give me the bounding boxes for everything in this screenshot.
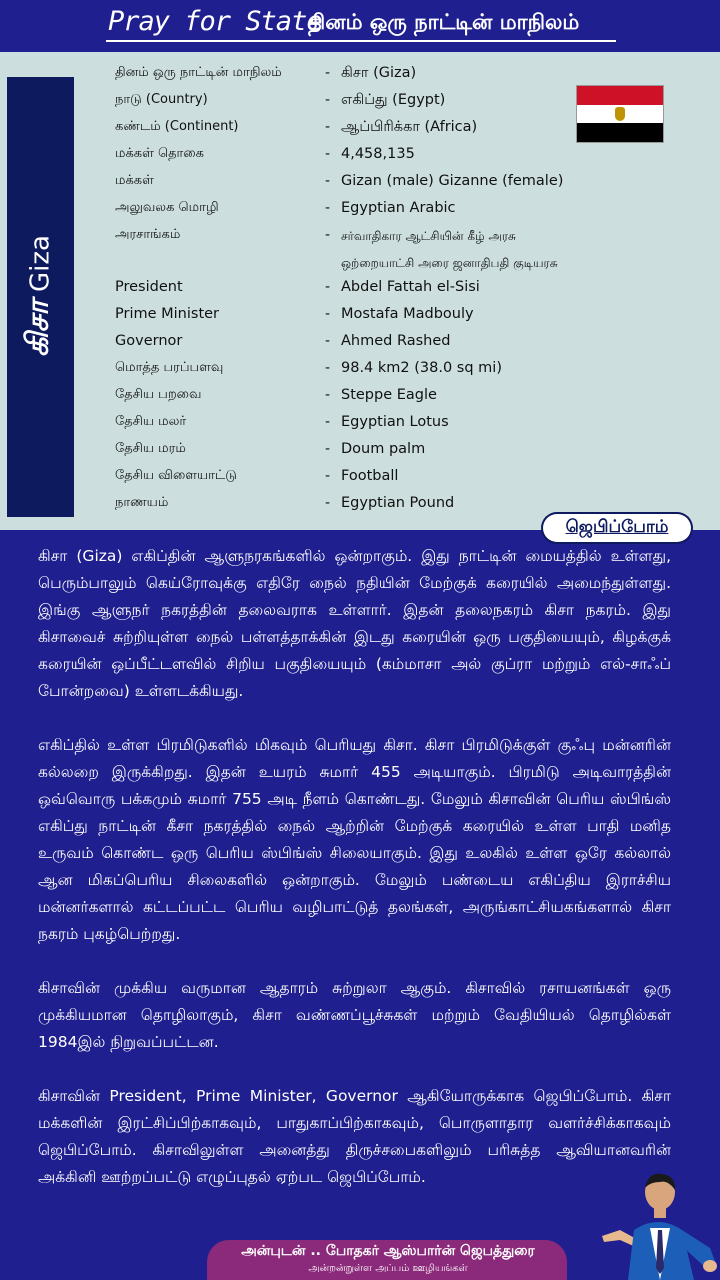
title-underline (106, 40, 616, 42)
info-key: தேசிய மரம் (115, 441, 186, 456)
info-key: தேசிய விளையாட்டு (115, 468, 237, 483)
info-row-population (115, 146, 585, 172)
info-row-prime-minister (115, 306, 585, 332)
info-row-government (115, 227, 585, 253)
info-value: கிசா (Giza) (341, 65, 417, 81)
article-body (38, 543, 671, 1218)
paragraph-pyramid: எகிப்தில் உள்ள பிரமிடுகளில் மிகவும் பெரியது கிசா. கிசா பிரமிடுக்குள் குஃபு மன்னரின் கல்லறை இருக்கிறது. இதன் உயரம் சுமார் 455 அடியாகும். பிரமிடு அடிவாரத்தின் ஒவ்வொரு பக்கமும் சுமார் 755 அடி நீளம் கொண்டது. மேலும் கிசாவின் பெரிய ஸ்பிங்ஸ் எகிப்து நாட்டின் கீசா நகரத்தில் நைல் ஆற்றின் மேற்குக் கரையில் உள்ள பாதி மனித உருவம் கொண்ட ஒரு பெரிய ஸ்பிங்ஸ் சிலையாகும். இது உலகில் உள்ள ஒரே கல்லால் ஆன மிகப்பெரிய சிலைகளில் ஒன்றாகும். மேலும் பண்டைய எகிப்திய இராச்சிய மன்னர்களால் கட்டப்பட்ட பெரிய வழிபாட்டுத் தலங்கள், அருங்காட்சியகங்களால் கிசா நகரம் புகழ்பெற்றது. (38, 736, 671, 943)
info-value: Mostafa Madbouly (341, 306, 474, 322)
footer-ministry: அன்றன்றுள்ள அப்பம் ஊழியங்கள் (308, 1263, 468, 1274)
info-row-governor (115, 333, 585, 359)
eagle-emblem-icon (615, 107, 625, 121)
info-value: Doum palm (341, 441, 426, 457)
info-dash: - (325, 173, 331, 189)
side-label-english: Giza (25, 235, 55, 293)
side-label (21, 235, 60, 357)
info-row-national-sport (115, 468, 585, 494)
info-value: Steppe Eagle (341, 387, 437, 403)
info-row-continent (115, 119, 585, 145)
header (0, 0, 720, 52)
info-dash: - (325, 146, 331, 162)
paragraph-prayer: கிசாவின் President, Prime Minister, Governor ஆகியோருக்காக ஜெபிப்போம். கிசா மக்களின் இரட்சிப்பிற்காகவும், பாதுகாப்பிற்காகவும், பொருளாதார வளர்ச்சிக்காகவும் ஜெபிப்போம். கிசாவிலுள்ள அனைத்து திருச்சபைகளிலும் பரிசுத்த ஆவியானவரின் அக்கினி ஊற்றப்பட்டு எழுப்புதல் ஏற்பட ஜெபிப்போம். (38, 1087, 671, 1186)
info-row-president (115, 279, 585, 305)
egypt-flag (576, 85, 664, 143)
info-key: மக்கள் தொகை (115, 146, 204, 161)
info-value: Gizan (male) Gizanne (female) (341, 173, 564, 189)
info-dash: - (325, 65, 331, 81)
flag-white-stripe (577, 105, 663, 124)
info-key: தேசிய பறவை (115, 387, 202, 402)
info-dash: - (325, 468, 331, 484)
info-dash: - (325, 92, 331, 108)
pray-badge (543, 514, 691, 542)
info-row-language (115, 200, 585, 226)
info-key: நாடு (Country) (115, 92, 208, 107)
info-dash: - (325, 414, 331, 430)
info-row-people (115, 173, 585, 199)
info-dash: - (325, 333, 331, 349)
info-row-country (115, 92, 585, 118)
info-value: 4,458,135 (341, 146, 415, 162)
info-key: மக்கள் (115, 173, 154, 188)
info-value: Football (341, 468, 399, 484)
info-key: தேசிய மலர் (115, 414, 187, 429)
info-row-currency (115, 495, 585, 521)
info-dash: - (325, 200, 331, 216)
paragraph-economy: கிசாவின் முக்கிய வருமான ஆதாரம் சுற்றுலா ஆகும். கிசாவில் ரசாயனங்கள் ஒரு முக்கியமான தொழிலாகும், கிசா வண்ணப்பூச்சுகள் மற்றும் வேதியியல் தொழில்கள் 1984இல் நிறுவப்பட்டன. (38, 979, 671, 1051)
info-row-area (115, 360, 585, 386)
info-key: நாணயம் (115, 495, 169, 510)
info-dash: - (325, 387, 331, 403)
footer-signature: அன்புடன் .. போதகர் ஆஸ்பார்ன் ஜெபத்துரை (241, 1243, 535, 1259)
info-dash: - (325, 495, 331, 511)
pray-badge-label: ஜெபிப்போம் (565, 517, 669, 537)
info-key: Governor (115, 333, 183, 349)
info-dash: - (325, 306, 331, 322)
info-key: அலுவலக மொழி (115, 200, 219, 215)
info-key: அரசாங்கம் (115, 227, 181, 242)
paragraph-intro: கிசா (Giza) எகிப்தின் ஆளுநரகங்களில் ஒன்றாகும். இது நாட்டின் மையத்தில் உள்ளது, பெரும்பாலும் கெய்ரோவுக்கு எதிரே நைல் நதியின் மேற்குக் கரையில் அமைந்துள்ளது. இங்கு ஆளுநர் நகரத்தின் தலைவராக உள்ளார். இதன் தலைநகரம் கிசா நகரம். இது கிசாவைச் சுற்றியுள்ள நைல் பள்ளத்தாக்கின் இடது கரையின் ஒரு பகுதியையும், கிழக்குக் கரையின் ஒப்பீட்டளவில் சிறிய பகுதியையும் (கம்மாசா அல் குப்ரா மற்றும் எல்-சாஃப் போன்றவை) உள்ளடக்கியது. (38, 547, 671, 700)
side-label-tamil: கிசா (20, 300, 56, 357)
info-value: எகிப்து (Egypt) (341, 92, 446, 108)
pastor-photo (598, 1168, 720, 1280)
info-key: Prime Minister (115, 306, 220, 322)
info-row-national-tree (115, 441, 585, 467)
info-key: மொத்த பரப்பளவு (115, 360, 224, 375)
flag-red-stripe (577, 86, 663, 105)
info-key: President (115, 279, 183, 295)
flag-black-stripe (577, 123, 663, 142)
info-value: Egyptian Arabic (341, 200, 456, 216)
info-dash: - (325, 360, 331, 376)
info-key: தினம் ஒரு நாட்டின் மாநிலம் (115, 65, 282, 80)
info-dash: - (325, 279, 331, 295)
info-dash: - (325, 227, 331, 243)
info-dash: - (325, 441, 331, 457)
info-value: Egyptian Lotus (341, 414, 449, 430)
info-row-national-flower (115, 414, 585, 440)
info-row-state (115, 65, 585, 91)
page-title (108, 4, 614, 44)
info-value: Ahmed Rashed (341, 333, 451, 349)
info-value-continued: ஒற்றையாட்சி அரை ஜனாதிபதி குடியரசு (341, 256, 558, 270)
info-value: Abdel Fattah el-Sisi (341, 279, 480, 295)
info-row-national-bird (115, 387, 585, 413)
info-value: சர்வாதிகார ஆட்சியின் கீழ் அரசு (341, 229, 516, 243)
info-key: கண்டம் (Continent) (115, 119, 239, 134)
info-value: 98.4 km2 (38.0 sq mi) (341, 360, 502, 376)
info-dash: - (325, 119, 331, 135)
title-english: Pray for State (108, 6, 322, 37)
title-tamil: தினம் ஒரு நாட்டின் மாநிலம் (308, 10, 580, 34)
info-value: ஆப்பிரிக்கா (Africa) (341, 119, 478, 135)
info-value: Egyptian Pound (341, 495, 455, 511)
